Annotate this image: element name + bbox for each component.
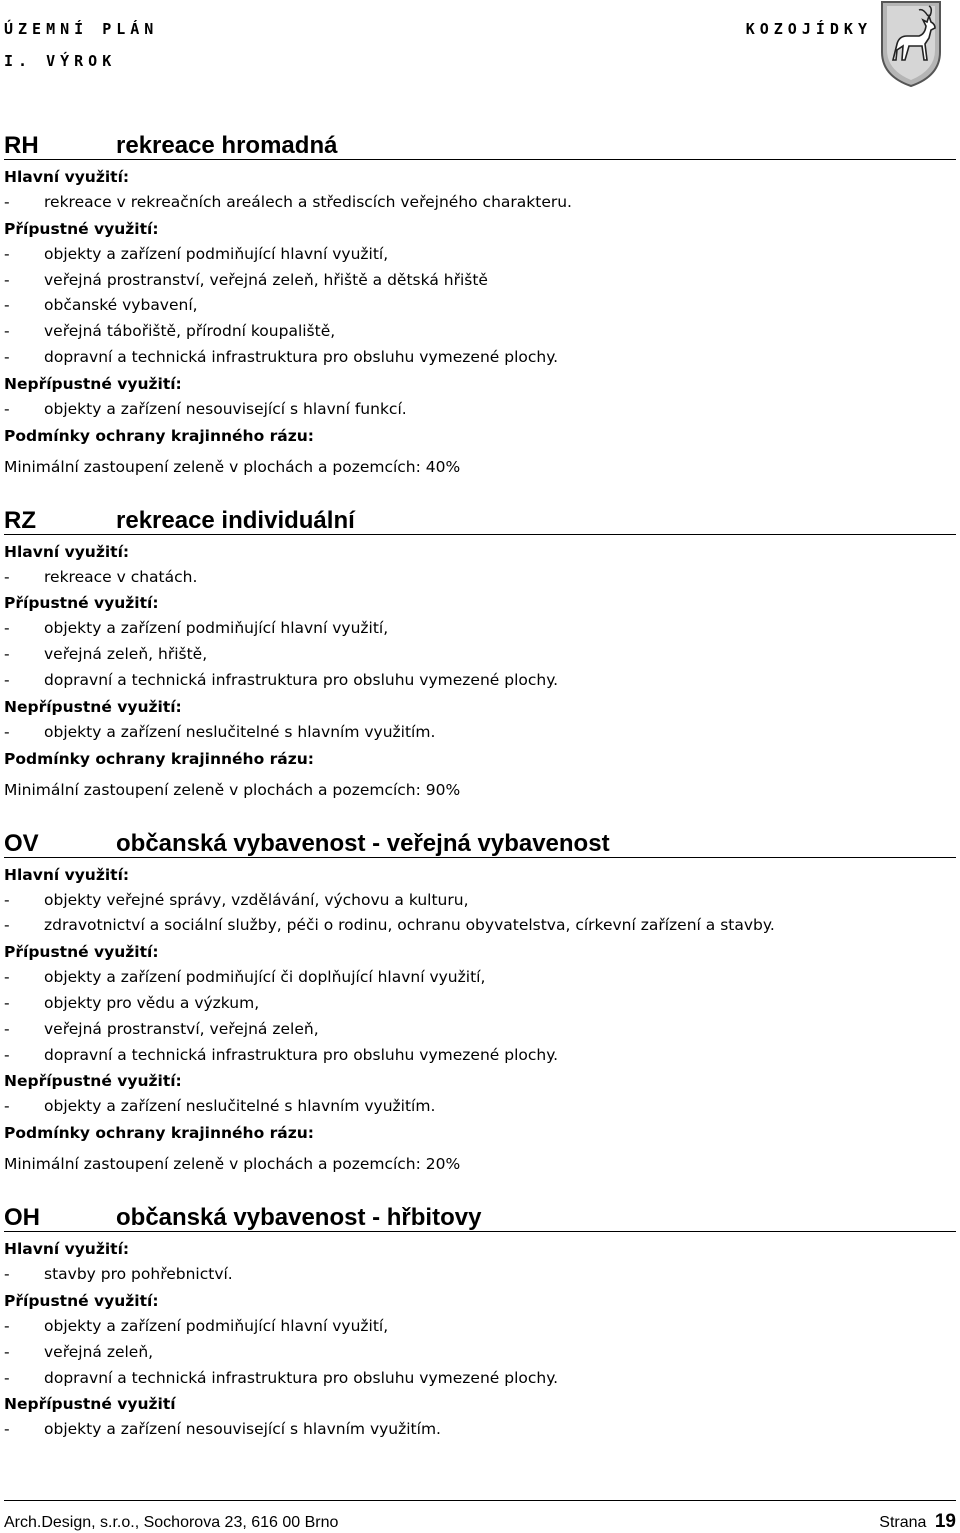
section-heading: [4, 1205, 956, 1232]
list-item: - zdravotnictví a sociální služby, péči o rodinu, ochranu obyvatelstva, církevní zařízení a stavby.: [4, 916, 775, 935]
list-item: - objekty a zařízení nesouvisející s hlavním využitím.: [4, 1420, 441, 1439]
list-item: - veřejná prostranství, veřejná zeleň, hřiště a dětská hřiště: [4, 270, 488, 289]
conditions-label: Podmínky ochrany krajinného rázu:: [4, 749, 314, 768]
section-code: RZ: [4, 506, 36, 534]
main-use-label: Hlavní využití:: [4, 865, 130, 884]
section-title: občanská vybavenost - veřejná vybavenost: [116, 829, 610, 857]
document-subtitle: I. VÝROK: [4, 52, 117, 70]
list-item: - objekty a zařízení podmiňující hlavní využití,: [4, 1316, 389, 1335]
place-name: KOZOJÍDKY: [745, 20, 872, 38]
page-number: 19: [934, 1511, 956, 1532]
list-item: - veřejná zeleň,: [4, 1342, 154, 1361]
company-address: Arch.Design, s.r.o., Sochorova 23, 616 00 Brno: [4, 1514, 339, 1531]
section-code: OV: [4, 829, 39, 857]
list-item: - objekty pro vědu a výzkum,: [4, 993, 260, 1012]
main-use-label: Hlavní využití:: [4, 168, 130, 186]
section-rz: [4, 508, 956, 803]
list-item: - stavby pro pohřebnictví.: [4, 1265, 233, 1284]
list-item: - dopravní a technická infrastruktura pro obsluhu vymezené plochy.: [4, 1368, 559, 1387]
section-heading: [4, 831, 956, 858]
list-item: - veřejná tábořiště, přírodní koupaliště,: [4, 322, 336, 341]
main-use-label: Hlavní využití:: [4, 1240, 130, 1259]
list-item: - objekty a zařízení neslučitelné s hlavním využitím.: [4, 1097, 436, 1116]
list-item: - dopravní a technická infrastruktura pro obsluhu vymezené plochy.: [4, 1045, 559, 1064]
allowed-use-label: Přípustné využití:: [4, 594, 159, 613]
coat-of-arms-icon: [879, 0, 943, 88]
forbidden-use-label: Nepřípustné využití: [4, 1395, 176, 1414]
section-ov: [4, 831, 956, 1178]
section-title: rekreace individuální: [116, 506, 355, 534]
forbidden-use-label: Nepřípustné využití:: [4, 374, 182, 393]
list-item: - objekty a zařízení podmiňující či doplňující hlavní využití,: [4, 968, 486, 987]
allowed-use-label: Přípustné využití:: [4, 1291, 159, 1310]
conditions-text: Minimální zastoupení zeleně v plochách a pozemcích: 40%: [4, 457, 461, 476]
section-title: občanská vybavenost - hřbitovy: [116, 1204, 482, 1232]
allowed-use-label: Přípustné využití:: [4, 219, 159, 238]
section-title: rekreace hromadná: [116, 132, 338, 159]
list-item: - rekreace v rekreačních areálech a střediscích veřejného charakteru.: [4, 193, 572, 211]
forbidden-use-label: Nepřípustné využití:: [4, 697, 182, 716]
section-rh: [4, 133, 956, 480]
list-item: - objekty a zařízení nesouvisející s hlavní funkcí.: [4, 399, 407, 418]
list-item: - dopravní a technická infrastruktura pro obsluhu vymezené plochy.: [4, 347, 559, 366]
section-code: RH: [4, 132, 39, 159]
conditions-text: Minimální zastoupení zeleně v plochách a pozemcích: 20%: [4, 1155, 461, 1174]
allowed-use-label: Přípustné využití:: [4, 943, 159, 962]
page-indicator: [879, 1511, 956, 1533]
section-heading: [4, 133, 956, 160]
page-label: Strana: [879, 1514, 927, 1531]
list-item: - veřejná prostranství, veřejná zeleň,: [4, 1019, 319, 1038]
list-item: - rekreace v chatách.: [4, 567, 198, 586]
conditions-text: Minimální zastoupení zeleně v plochách a pozemcích: 90%: [4, 780, 461, 799]
forbidden-use-label: Nepřípustné využití:: [4, 1072, 182, 1091]
conditions-label: Podmínky ochrany krajinného rázu:: [4, 426, 314, 445]
section-code: OH: [4, 1204, 40, 1232]
document-body: [4, 133, 956, 1443]
document-title: ÚZEMNÍ PLÁN: [4, 20, 159, 38]
conditions-label: Podmínky ochrany krajinného rázu:: [4, 1124, 314, 1143]
list-item: - objekty a zařízení neslučitelné s hlavním využitím.: [4, 722, 436, 741]
list-item: - dopravní a technická infrastruktura pro obsluhu vymezené plochy.: [4, 670, 559, 689]
section-oh: [4, 1205, 956, 1443]
page-footer: [4, 1500, 956, 1533]
list-item: - veřejná zeleň, hřiště,: [4, 645, 208, 664]
section-heading: [4, 508, 956, 535]
list-item: - objekty veřejné správy, vzdělávání, výchovu a kulturu,: [4, 890, 469, 909]
main-use-label: Hlavní využití:: [4, 542, 130, 561]
list-item: - objekty a zařízení podmiňující hlavní využití,: [4, 619, 389, 638]
list-item: - občanské vybavení,: [4, 296, 198, 315]
list-item: - objekty a zařízení podmiňující hlavní využití,: [4, 244, 389, 263]
